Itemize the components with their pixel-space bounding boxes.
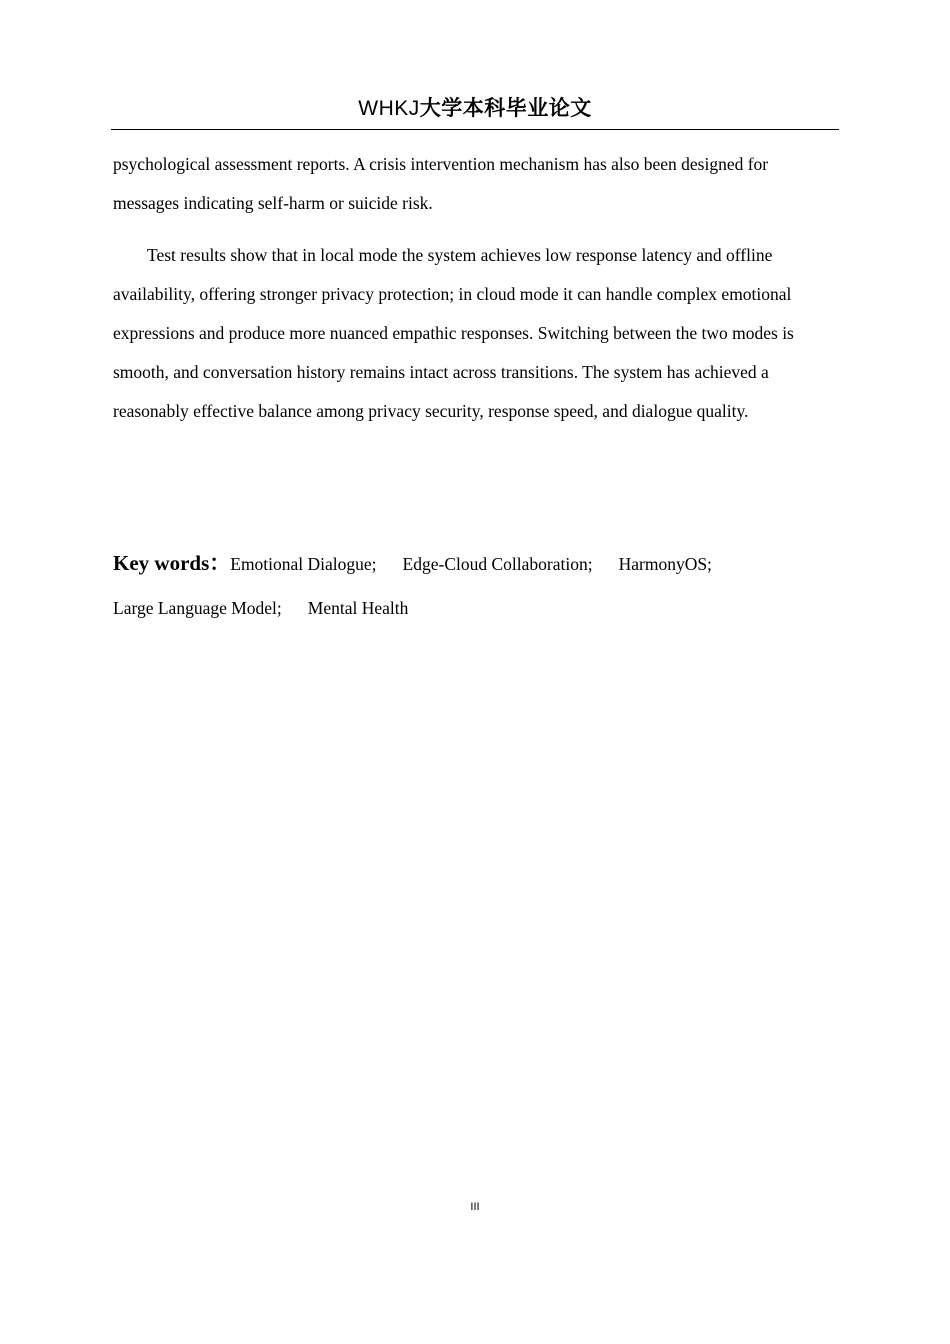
abstract-paragraph-results [113,236,835,431]
keyword-item: Large Language Model; [113,598,282,618]
page-number: III [470,1201,480,1213]
keyword-item: Mental Health [307,598,409,618]
keywords-line-1 [113,541,843,586]
keywords-line-2 [113,586,843,630]
keyword-item: HarmonyOS; [618,554,712,574]
keyword-item: Edge-Cloud Collaboration; [402,554,593,574]
keyword-item: Emotional Dialogue; [230,554,377,574]
abstract-paragraph-results-text: Test results show that in local mode the system achieves low response latency and offline availability, offering stronger privacy protection; in cloud mode it can handle complex emotional expressions and produce more nuanced empathic responses. Switching between the two modes is smooth, and conversation history remains intact across transitions. The system has achieved a reasonably effective balance among privacy security, response speed, and dialogue quality. [113,245,794,421]
keywords-label: Key words： [113,551,231,575]
header-school-title: 大学本科毕业论文 [419,96,592,120]
abstract-paragraph-continued-text: psychological assessment reports. A crisis intervention mechanism has also been designed for messages indicating self-harm or suicide risk. [113,154,769,213]
header-school-code: WHKJ [358,97,420,120]
header-divider [111,129,839,130]
abstract-paragraph-continued [113,145,835,223]
keywords-section [113,541,843,630]
page-header [111,93,839,123]
